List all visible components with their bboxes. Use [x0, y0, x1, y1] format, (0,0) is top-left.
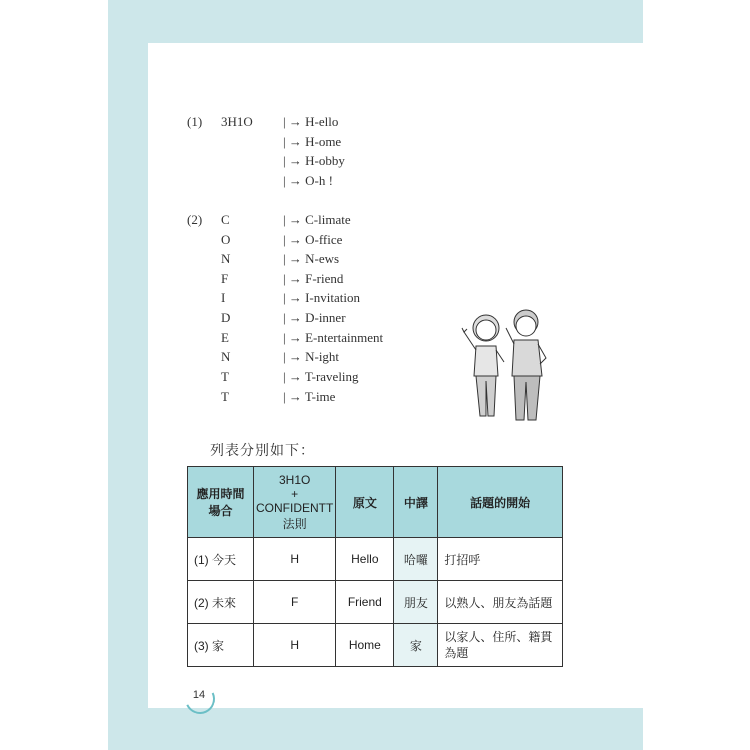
- cell-occasion: (3) 家: [188, 624, 254, 667]
- cell-occasion: (2) 未來: [188, 581, 254, 624]
- header-occasion: 應用時間 場合: [188, 467, 254, 538]
- cell-rule: H: [254, 624, 336, 667]
- cell-translation: 朋友: [394, 581, 438, 624]
- header-rule: 3H1O + CONFIDENTT 法則: [254, 467, 336, 538]
- cell-rule: F: [254, 581, 336, 624]
- table-row: [188, 581, 563, 624]
- cell-translation: 哈囉: [394, 538, 438, 581]
- cell-topic: 以熟人、朋友為話題: [438, 581, 563, 624]
- cell-topic: 打招呼: [438, 538, 563, 581]
- summary-table: [187, 466, 563, 667]
- header-original: 原文: [336, 467, 394, 538]
- page-number: 14: [187, 686, 211, 706]
- section-1-number: (1): [187, 114, 203, 129]
- cell-occasion: (1) 今天: [188, 538, 254, 581]
- table-row: [188, 624, 563, 667]
- cell-original: Hello: [336, 538, 394, 581]
- cell-topic: 以家人、住所、籍貫為題: [438, 624, 563, 667]
- boy-figure: [506, 310, 546, 420]
- cell-original: Home: [336, 624, 394, 667]
- header-topic-start: 話題的開始: [438, 467, 563, 538]
- section-2-number: (2): [187, 212, 203, 227]
- header-translation: 中譯: [394, 467, 438, 538]
- cell-original: Friend: [336, 581, 394, 624]
- cell-translation: 家: [394, 624, 438, 667]
- table-row: [188, 538, 563, 581]
- table-intro-text: 列表分別如下：: [210, 443, 315, 459]
- cartoon-couple-illustration: [458, 306, 558, 426]
- table-header-row: [188, 467, 563, 538]
- cell-rule: H: [254, 538, 336, 581]
- section-1-title: 3H1O: [221, 114, 253, 129]
- girl-figure: [462, 315, 504, 416]
